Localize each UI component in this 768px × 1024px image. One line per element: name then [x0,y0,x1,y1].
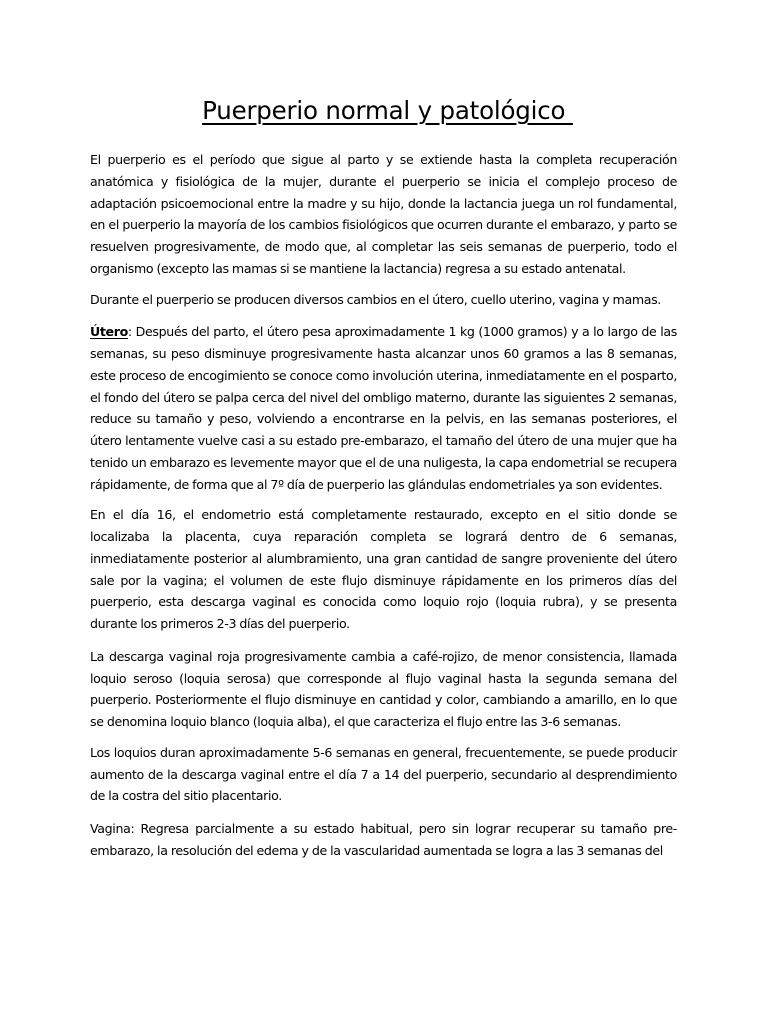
paragraph-cambios: Durante el puerperio se producen diversos cambios en el útero, cuello uterino, vagina y mamas. [90,291,661,307]
section-label-utero: Útero [90,324,128,340]
paragraph-endometrio: En el día 16, el endometrio está completamente restaurado, excepto en el sitio donde se localizaba la placenta, cuya reparación completa se logrará dentro de 6 semanas, inmediatamente posterior al alumbramiento, una gran cantidad de sangre proveniente del útero sale por la vagina; el volumen de este flujo disminuye rápidamente en los primeros días del puerperio, esta descarga vaginal es conocida como loquio rojo (loquia rubra), y se presenta durante los primeros 2-3 días del puerperio. [90,507,677,631]
paragraph-loquios-color: La descarga vaginal roja progresivamente cambia a café-rojizo, de menor consistencia, llamada loquio seroso (loquia serosa) que corresponde al flujo vaginal hasta la segunda semana del puerperio. Posteriormente el flujo disminuye en cantidad y color, cambiando a amarillo, en lo que se denomina loquio blanco (loquia alba), el que caracteriza el flujo entre las 3-6 semanas. [90,648,677,729]
paragraph-vagina: Vagina: Regresa parcialmente a su estado habitual, pero sin lograr recuperar su tamaño pre-embarazo, la resolución del edema y de la vascularidad aumentada se logra a las 3 semanas del [90,821,677,858]
paragraph-loquios-duracion: Los loquios duran aproximadamente 5-6 semanas en general, frecuentemente, se puede producir aumento de la descarga vaginal entre el día 7 a 14 del puerperio, secundario al desprendimiento de la costra del sitio placentario. [90,744,677,804]
paragraph-definicion: El puerperio es el período que sigue al parto y se extiende hasta la completa recuperación anatómica y fisiológica de la mujer, durante el puerperio se inicia el complejo proceso de adaptación psicoemocional entre la madre y su hijo, donde la lactancia juega un rol fundamental, en el puerperio la mayoría de los cambios fisiológicos que ocurren durante el embarazo, y parto se resuelven progresivamente, de modo que, al completar las seis semanas de puerperio, todo el organismo (excepto las mamas si se mantiene la lactancia) regresa a su estado antenatal. [90,152,677,276]
paragraph-utero [90,321,677,495]
document-title: Puerperio normal y patológico [202,96,573,125]
document-body [90,149,677,873]
paragraph-utero-text: : Después del parto, el útero pesa aproximadamente 1 kg (1000 gramos) y a lo largo de las semanas, su peso disminuye progresivamente hasta alcanzar unos 60 gramos a las 8 semanas, este proceso de encogimiento se conoce como involución uterina, inmediatamente en el posparto, el fondo del útero se palpa cerca del nivel del ombligo materno, durante las siguientes 2 semanas, reduce su tamaño y peso, volviendo a encontrarse en la pelvis, en las semanas posteriores, el útero lentamente vuelve casi a su estado pre-embarazo, el tamaño del útero de una mujer que ha tenido un embarazo es levemente mayor que el de una nuligesta, la capa endometrial se recupera rápidamente, de forma que al 7º día de puerperio las glándulas endometriales ya son evidentes. [90,324,677,492]
